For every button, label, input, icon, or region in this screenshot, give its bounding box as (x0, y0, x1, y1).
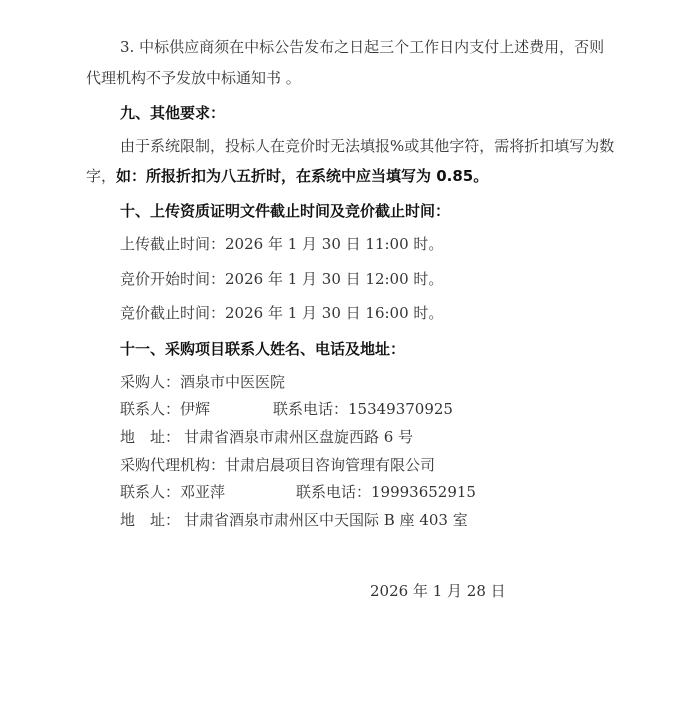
agency-phone: 联系电话：19993652915 (296, 483, 476, 501)
agency-name: 采购代理机构：甘肃启晨项目咨询管理有限公司 (120, 456, 436, 474)
agency-contact: 联系人：邓亚萍 (120, 483, 226, 501)
bid-deadline: 竞价截止时间：2026 年 1 月 30 日 16:00 时。 (120, 304, 444, 322)
bid-start-time: 竞价开始时间：2026 年 1 月 30 日 12:00 时。 (120, 270, 444, 288)
document-date: 2026 年 1 月 28 日 (370, 582, 506, 600)
upload-deadline: 上传截止时间：2026 年 1 月 30 日 11:00 时。 (120, 235, 444, 253)
section9-para-line1: 由于系统限制，投标人在竞价时无法填报%或其他字符，需将折扣填写为数 (120, 137, 615, 155)
item3-line2: 代理机构不予发放中标通知书 。 (86, 69, 301, 87)
section9-para-line2-prefix: 字， (86, 167, 117, 185)
section9-discount-example: 如：所报折扣为八五折时，在系统中应当填写为 0.85。 (116, 167, 489, 185)
purchaser-phone: 联系电话：15349370925 (273, 400, 453, 418)
purchaser-name: 采购人：酒泉市中医医院 (120, 373, 286, 391)
section10-heading: 十、上传资质证明文件截止时间及竞价截止时间： (120, 202, 451, 220)
item3-line1: 3. 中标供应商须在中标公告发布之日起三个工作日内支付上述费用，否则 (120, 38, 605, 56)
agency-address-label: 地 址： (120, 511, 181, 529)
section9-para-line2 (86, 166, 488, 186)
agency-address: 甘肃省酒泉市肃州区中天国际 B 座 403 室 (184, 511, 468, 529)
purchaser-address-label: 地 址： (120, 428, 181, 446)
purchaser-contact: 联系人：伊辉 (120, 400, 211, 418)
purchaser-address: 甘肃省酒泉市肃州区盘旋西路 6 号 (184, 428, 414, 446)
section11-heading: 十一、采购项目联系人姓名、电话及地址： (120, 340, 406, 358)
section9-heading: 九、其他要求： (120, 104, 226, 122)
